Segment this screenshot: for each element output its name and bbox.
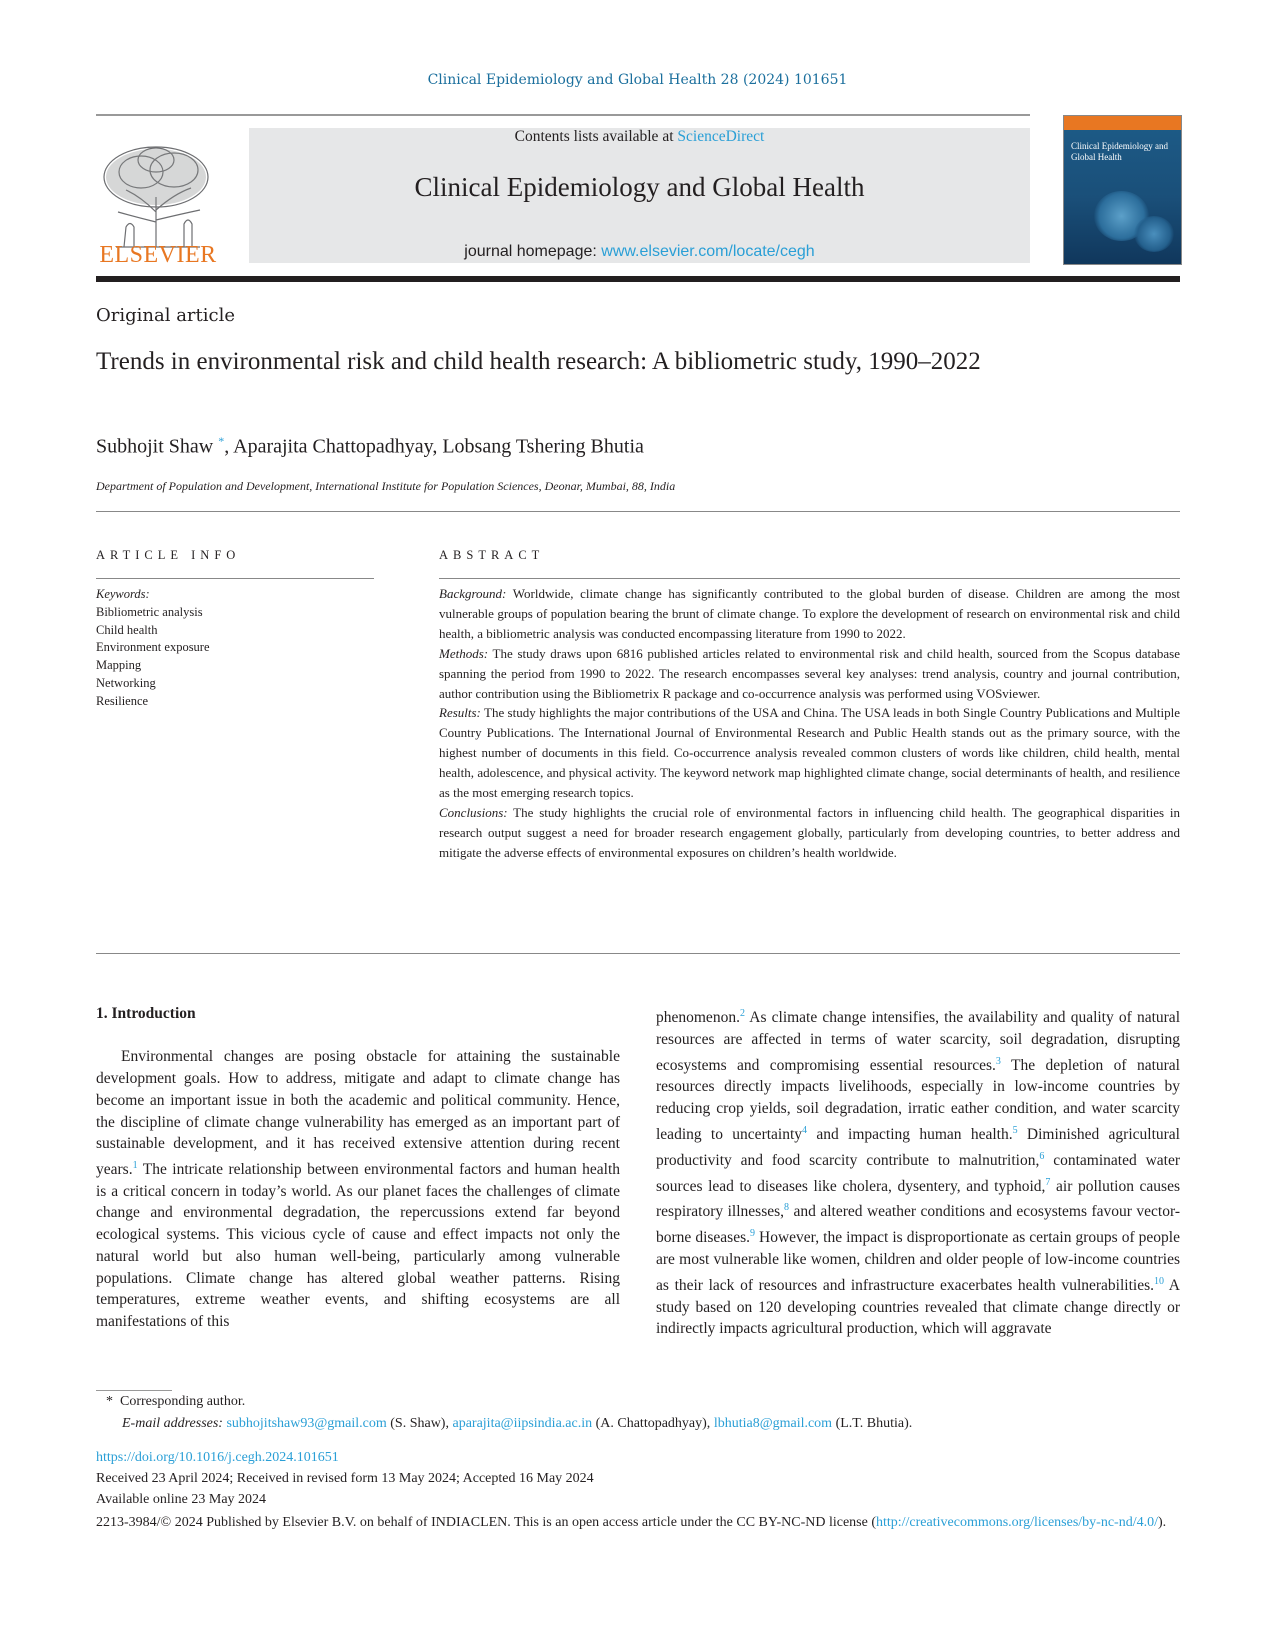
article-type: Original article: [96, 305, 236, 326]
citation-link[interactable]: 3: [995, 1055, 1001, 1067]
body-text: Environmental changes are posing obstacle for attaining the sustainable development goals. How to address, mitigate and adapt to climate change has become an important issue in both the academic and political community. Hence, the discipline of climate change vulnerability has emerged as an important part of sustainable development, and it has received extensive attention during recent years.: [96, 1048, 620, 1179]
email-owner: (A. Chattopadhyay),: [592, 1416, 714, 1431]
citation-link[interactable]: 4: [802, 1124, 808, 1136]
body-text: and altered weather conditions and ecosystems favour vector-borne diseases.: [656, 1203, 1180, 1247]
abstract-body: [439, 584, 1180, 863]
body-paragraph: [656, 1003, 1180, 1340]
email-owner: (L.T. Bhutia).: [832, 1416, 913, 1431]
abstract-label: Conclusions:: [439, 804, 508, 820]
keyword: Environment exposure: [96, 640, 210, 655]
email-label: E-mail addresses:: [122, 1416, 223, 1431]
section-rule: [96, 953, 1180, 954]
abstract-rule: [439, 578, 1180, 579]
author-names: , Aparajita Chattopadhyay, Lobsang Tshering Bhutia: [224, 435, 644, 458]
journal-banner: [249, 128, 1030, 263]
section-heading: 1. Introduction: [96, 1005, 196, 1022]
citation-link[interactable]: 10: [1154, 1275, 1164, 1287]
available-online-date: Available online 23 May 2024: [96, 1492, 267, 1507]
keyword: Bibliometric analysis: [96, 604, 203, 619]
citation-link[interactable]: 2: [739, 1008, 745, 1019]
section-rule: [96, 511, 1180, 512]
contents-line: [249, 128, 1030, 146]
abstract-heading: ABSTRACT: [439, 548, 545, 562]
journal-title: Clinical Epidemiology and Global Health: [414, 172, 865, 202]
article-title: Trends in environmental risk and child health research: A bibliometric study, 1990–2022: [96, 348, 981, 375]
keywords-block: [96, 586, 210, 711]
body-text: phenomenon.: [656, 1009, 740, 1027]
footnote-text: Corresponding author.: [120, 1394, 246, 1409]
body-text: The depletion of natural resources directly impacts livelihoods, especially in low-income countries by reducing crop yields, soil degradation, irratic eather condition, and water scarcity leading to uncertainty: [656, 1056, 1180, 1143]
keyword: Child health: [96, 622, 158, 637]
abstract-text: The study highlights the crucial role of environmental factors in influencing child health. The geographical disparities in research output suggest a need for broader research engagement globally, particularly from developing countries, to better address and mitigate the adverse effects of environmental exposures on children’s health worldwide.: [439, 804, 1180, 860]
homepage-line: [249, 243, 1030, 261]
footnote-mark: *: [106, 1394, 113, 1409]
abstract-results: [439, 703, 1180, 803]
abstract-methods: [439, 644, 1180, 704]
corresponding-author-note: [106, 1394, 245, 1410]
contents-prefix: Contents lists available at: [514, 128, 678, 145]
citation-link[interactable]: 1: [132, 1159, 138, 1171]
email-owner: (S. Shaw),: [386, 1416, 453, 1431]
citation-link[interactable]: 6: [1039, 1150, 1045, 1162]
abstract-conclusions: [439, 803, 1180, 863]
abstract-label: Results:: [439, 705, 481, 721]
license-text: ).: [1158, 1515, 1167, 1530]
keywords-label: Keywords:: [96, 587, 150, 601]
header-thick-rule: [96, 276, 1180, 282]
body-text: air pollution causes respiratory illnesses,: [656, 1177, 1180, 1221]
sciencedirect-link[interactable]: ScienceDirect: [677, 128, 765, 145]
body-text: A study based on 120 developing countries revealed that climate change directly or indirectly impacts agricultural production, which will aggravate: [656, 1276, 1180, 1338]
corresponding-author-mark[interactable]: *: [218, 434, 225, 448]
body-text: However, the impact is disproportionate as certain groups of people are most vulnerable like women, children and older people of low-income countries as their lack of resources and infrastructure exacerbates health vulnerabilities.: [656, 1229, 1180, 1294]
email-link[interactable]: aparajita@iipsindia.ac.in: [452, 1416, 593, 1431]
citation-link[interactable]: 7: [1045, 1176, 1051, 1188]
license-text: 2213-3984/© 2024 Published by Elsevier B.V. on behalf of INDIACLEN. This is an open access article under the CC BY-NC-ND license (: [96, 1515, 876, 1530]
license-statement: [96, 1513, 1180, 1533]
abstract-label: Background:: [439, 586, 507, 601]
body-text: contaminated water sources lead to diseases like cholera, dysentery, and typhoid,: [656, 1151, 1181, 1195]
body-column-right: [656, 1003, 1180, 1340]
affiliation: Department of Population and Development, International Institute for Population Sciences, Deonar, Mumbai, 88, India: [96, 479, 676, 493]
body-text: As climate change intensifies, the availability and quality of natural resources are affected in terms of water scarcity, soil degradation, disrupting ecosystems and compromising essential resources.: [656, 1009, 1180, 1074]
doi-link[interactable]: https://doi.org/10.1016/j.cegh.2024.101651: [96, 1450, 339, 1465]
author-list: [96, 434, 644, 459]
keyword: Mapping: [96, 658, 142, 673]
email-link[interactable]: subhojitshaw93@gmail.com: [226, 1416, 387, 1431]
keyword: Resilience: [96, 693, 149, 708]
body-text: The intricate relationship between environmental factors and human health is a critical concern in today’s world. As our planet faces the challenges of climate change and environmental degradation, the repercussions extend far beyond ecological systems. This vicious cycle of cause and effect impacts not only the natural world but also human well-being, particularly among vulnerable populations. Climate change has altered global weather patterns. Rising temperatures, extreme weather events, and shifting ecosystems are all manifestations of this: [96, 1161, 620, 1330]
abstract-background: [439, 584, 1180, 644]
keyword: Networking: [96, 675, 156, 690]
body-paragraph: [96, 1046, 620, 1332]
license-link[interactable]: http://creativecommons.org/licenses/by-nc-nd/4.0/: [875, 1515, 1158, 1530]
elsevier-wordmark[interactable]: ELSEVIER: [99, 242, 217, 268]
citation-link[interactable]: 8: [784, 1202, 790, 1214]
cover-graphic: [1134, 216, 1174, 252]
cover-title: Clinical Epidemiology and Global Health: [1071, 141, 1168, 162]
body-text: and impacting human health.: [807, 1125, 1013, 1143]
email-addresses: [122, 1416, 912, 1432]
abstract-text: The study draws upon 6816 published articles related to environmental risk and child health, sourced from the Scopus database spanning the period from 1990 to 2022. The research encompasses several key analyses: trend analysis, country and journal contribution, author contribution using the Bibliometrix R package and co-occurrence analysis was performed using VOSviewer.: [439, 645, 1180, 701]
article-info-rule: [96, 578, 374, 579]
homepage-prefix: journal homepage:: [464, 243, 602, 260]
cover-top-bar: [1064, 116, 1181, 130]
body-text: Diminished agricultural productivity and food scarcity contribute to malnutrition,: [656, 1125, 1180, 1169]
journal-reference[interactable]: Clinical Epidemiology and Global Health 28 (2024) 101651: [427, 72, 848, 88]
header-rule: [96, 114, 1030, 116]
citation-link[interactable]: 9: [750, 1228, 755, 1240]
footnote-rule: [96, 1390, 172, 1391]
abstract-text: The study highlights the major contributions of the USA and China. The USA leads in both Single Country Publications and Multiple Country Publications. The International Journal of Environmental Research and Public Health stands out as the primary source, with the highest number of documents in this field. Co-occurrence analysis revealed common clusters of words like children, child health, mental health, adolescence, and physical activity. The keyword network map highlighted climate change, social determinants of health, and resilience as the most emerging research topics.: [439, 705, 1180, 801]
homepage-link[interactable]: www.elsevier.com/locate/cegh: [601, 243, 815, 260]
body-column-left: [96, 1003, 620, 1333]
journal-cover-image[interactable]: [1063, 115, 1182, 265]
abstract-text: Worldwide, climate change has significantly contributed to the global burden of disease. Children are among the most vulnerable groups of population bearing the brunt of climate change. To explore the development of research on environmental risk and child health, a bibliometric analysis was conducted encompassing literature from 1990 to 2022.: [439, 586, 1180, 641]
article-info-heading: ARTICLE INFO: [96, 548, 241, 562]
abstract-label: Methods:: [439, 645, 489, 661]
email-link[interactable]: lbhutia8@gmail.com: [713, 1416, 833, 1431]
received-dates: Received 23 April 2024; Received in revised form 13 May 2024; Accepted 16 May 2024: [96, 1471, 594, 1486]
author-name: Subhojit Shaw: [96, 435, 214, 458]
citation-link[interactable]: 5: [1012, 1124, 1018, 1136]
